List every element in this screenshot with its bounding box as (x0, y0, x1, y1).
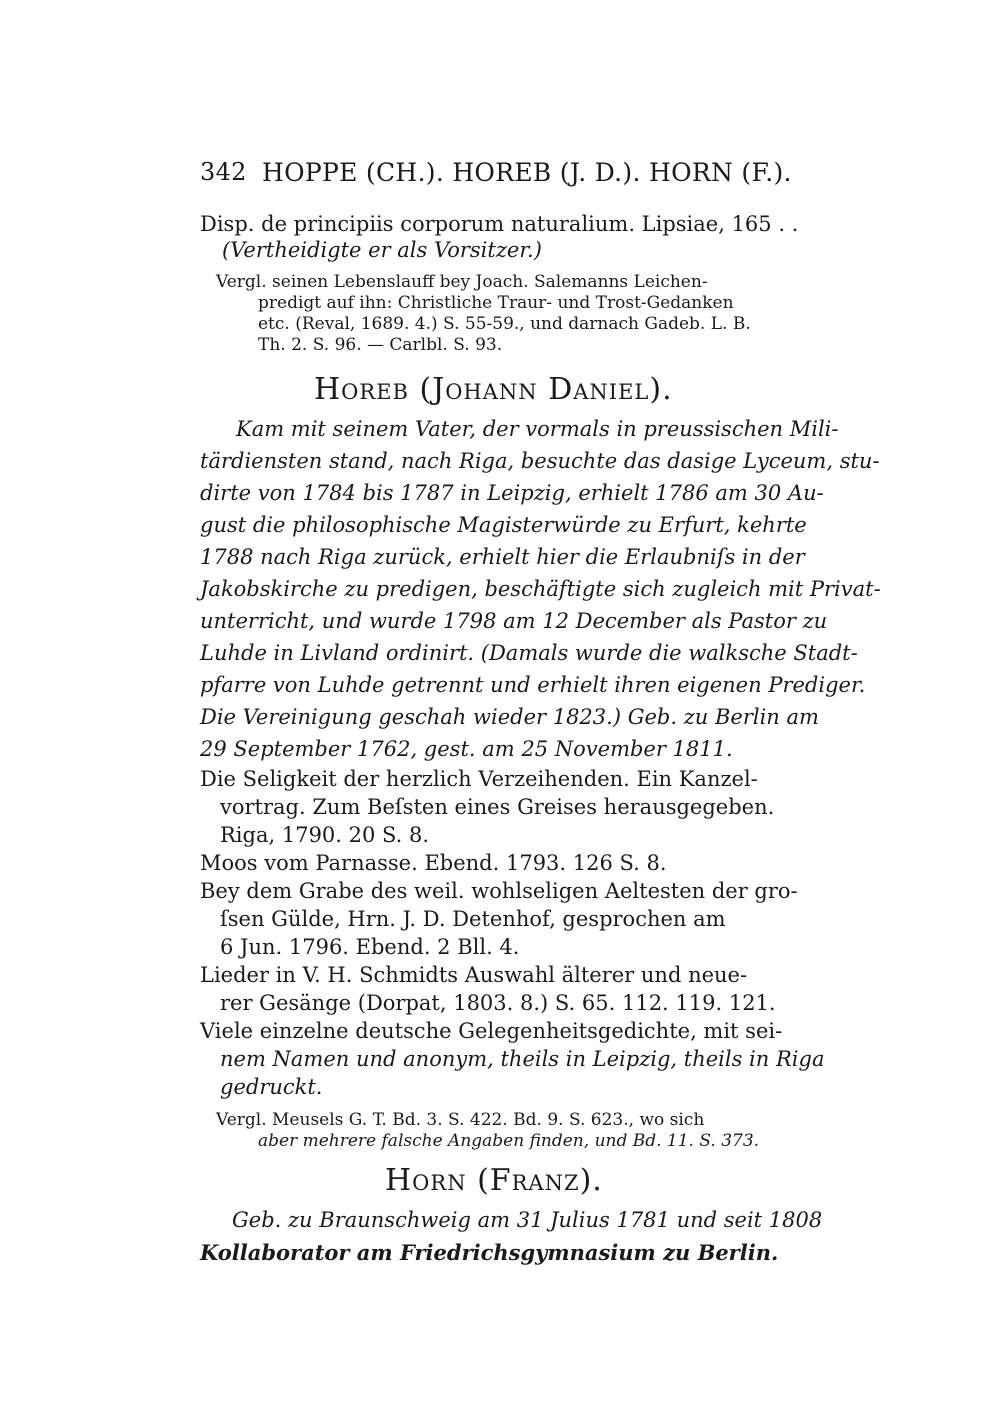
horeb-work-5-line-3: gedruckt. (220, 1075, 323, 1099)
horeb-work-1-line-2: vortrag. Zum Beſsten eines Greises herausgegeben. (220, 795, 775, 819)
hoppe-reference-line-1: Vergl. seinen Lebenslauff bey Joach. Salemanns Leichen- (216, 272, 708, 292)
horeb-work-1-line-1: Die Seligkeit der herzlich Verzeihenden. Ein Kanzel- (200, 767, 758, 791)
hoppe-reference-line-3: etc. (Reval, 1689. 4.) S. 55-59., und darnach Gadeb. L. B. (258, 314, 751, 334)
horn-bio-line-1: Geb. zu Braunschweig am 31 Julius 1781 und seit 1808 (232, 1208, 823, 1232)
horeb-work-4-line-2: rer Gesänge (Dorpat, 1803. 8.) S. 65. 112. 119. 121. (220, 991, 776, 1015)
running-head: HOPPE (CH.). HOREB (J. D.). HORN (F.). (262, 158, 792, 187)
horeb-bio-line-2: tärdiensten stand, nach Riga, besuchte das dasige Lyceum, stu- (200, 449, 880, 473)
horeb-work-3-line-2: ſsen Gülde, Hrn. J. D. Detenhof, gesprochen am (220, 907, 726, 931)
horeb-bio-line-4: gust die philosophische Magisterwürde zu Erfurt, kehrte (200, 513, 807, 537)
horeb-heading: Horeb (Johann Daniel). (314, 372, 673, 407)
horeb-bio-line-9: pfarre von Luhde getrennt und erhielt ihren eigenen Prediger. (200, 673, 866, 697)
horeb-work-5-line-2: nem Namen und anonym, theils in Leipzig, theils in Riga (220, 1047, 825, 1071)
horeb-work-4-line-1: Lieder in V. H. Schmidts Auswahl älterer und neue- (200, 963, 748, 987)
horeb-work-3-line-1: Bey dem Grabe des weil. wohlseligen Aeltesten der gro- (200, 879, 798, 903)
horeb-work-1-line-3: Riga, 1790. 20 S. 8. (220, 823, 430, 847)
horeb-reference-line-1: Vergl. Meusels G. T. Bd. 3. S. 422. Bd. 9. S. 623., wo sich (216, 1110, 705, 1130)
horeb-bio-line-10: Die Vereinigung geschah wieder 1823.) Geb. zu Berlin am (200, 705, 819, 729)
horeb-work-5-line-1: Viele einzelne deutsche Gelegenheitsgedichte, mit sei- (200, 1019, 783, 1043)
hoppe-reference-line-2: predigt auf ihn: Christliche Traur- und Trost-Gedanken (258, 293, 734, 313)
horn-heading: Horn (Franz). (385, 1163, 603, 1198)
horeb-bio-line-7: unterricht, und wurde 1798 am 12 December als Pastor zu (200, 609, 828, 633)
horeb-bio-line-11: 29 September 1762, gest. am 25 November 1811. (200, 737, 733, 761)
horeb-bio-line-1: Kam mit seinem Vater, der vormals in preussischen Mili- (236, 417, 839, 441)
horeb-reference-line-2: aber mehrere falsche Angaben finden, und Bd. 11. S. 373. (258, 1131, 760, 1151)
hoppe-work-line-2: (Vertheidigte er als Vorsitzer.) (222, 238, 542, 262)
horeb-bio-line-6: Jakobskirche zu predigen, beschäftigte sich zugleich mit Privat- (200, 577, 881, 601)
horeb-work-2: Moos vom Parnasse. Ebend. 1793. 126 S. 8. (200, 851, 667, 875)
horn-bio-line-2: Kollaborator am Friedrichsgymnasium zu Berlin. (200, 1240, 779, 1265)
horeb-bio-line-5: 1788 nach Riga zurück, erhielt hier die Erlaubniſs in der (200, 545, 805, 569)
hoppe-work-line-1: Disp. de principiis corporum naturalium. Lipsiae, 165 . . (200, 212, 799, 236)
page-number: 342 (200, 158, 247, 186)
hoppe-reference-line-4: Th. 2. S. 96. — Carlbl. S. 93. (258, 335, 503, 355)
horeb-work-3-line-3: 6 Jun. 1796. Ebend. 2 Bll. 4. (220, 935, 520, 959)
horeb-bio-line-3: dirte von 1784 bis 1787 in Leipzig, erhielt 1786 am 30 Au- (200, 481, 824, 505)
horeb-bio-line-8: Luhde in Livland ordinirt. (Damals wurde die walksche Stadt- (200, 641, 858, 665)
